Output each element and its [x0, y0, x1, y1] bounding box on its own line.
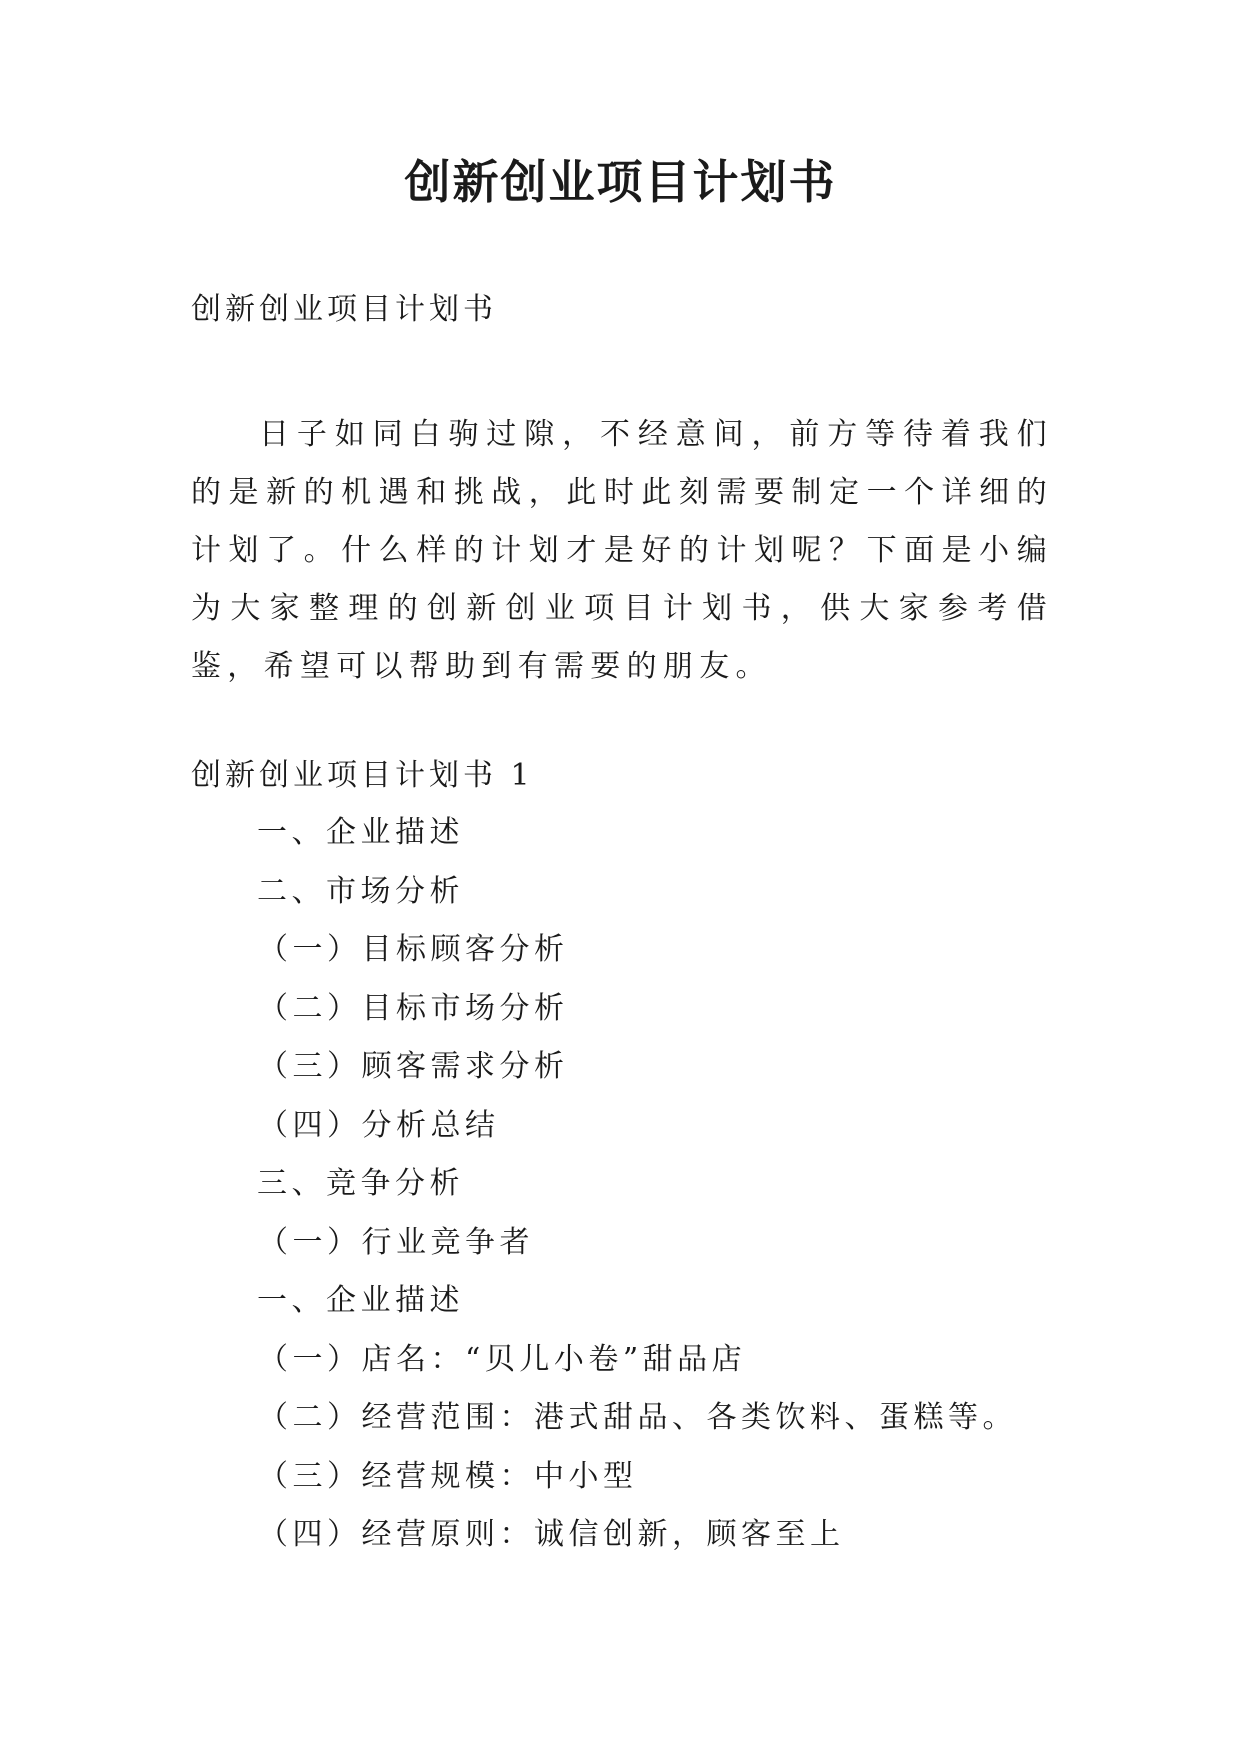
outline-item: （一）行业竞争者 — [258, 1224, 534, 1260]
document-title: 创新创业项目计划书 — [404, 155, 837, 209]
outline-item: （三）经营规模：中小型 — [258, 1458, 638, 1494]
document-subtitle: 创新创业项目计划书 — [191, 292, 497, 327]
outline-item: （二）目标市场分析 — [258, 990, 569, 1026]
outline-item: （二）经营范围：港式甜品、各类饮料、蛋糕等。 — [258, 1400, 1017, 1435]
outline-item: （一）目标顾客分析 — [258, 932, 569, 967]
outline-item: 二、市场分析 — [257, 873, 464, 909]
outline-item: （三）顾客需求分析 — [258, 1049, 569, 1084]
outline-item: 一、企业描述 — [257, 1283, 464, 1318]
outline-list — [0, 804, 1241, 1565]
outline-item: （四）分析总结 — [258, 1107, 500, 1143]
intro-paragraph: 日子如同白驹过隙，不经意间，前方等待着我们的是新的机遇和挑战，此时此刻需要制定一个详细的计划了。什么样的计划才是好的计划呢？下面是小编为大家整理的创新创业项目计划书，供大家参考借鉴，希望可以帮助到有需要的朋友。 — [191, 417, 1053, 684]
outline-item: 三、竞争分析 — [257, 1166, 464, 1201]
section-heading: 创新创业项目计划书 1 — [191, 758, 534, 793]
outline-item: （一）店名：“贝儿小卷”甜品店 — [258, 1341, 747, 1377]
outline-item: 一、企业描述 — [257, 815, 464, 850]
outline-item: （四）经营原则：诚信创新，顾客至上 — [258, 1517, 845, 1552]
